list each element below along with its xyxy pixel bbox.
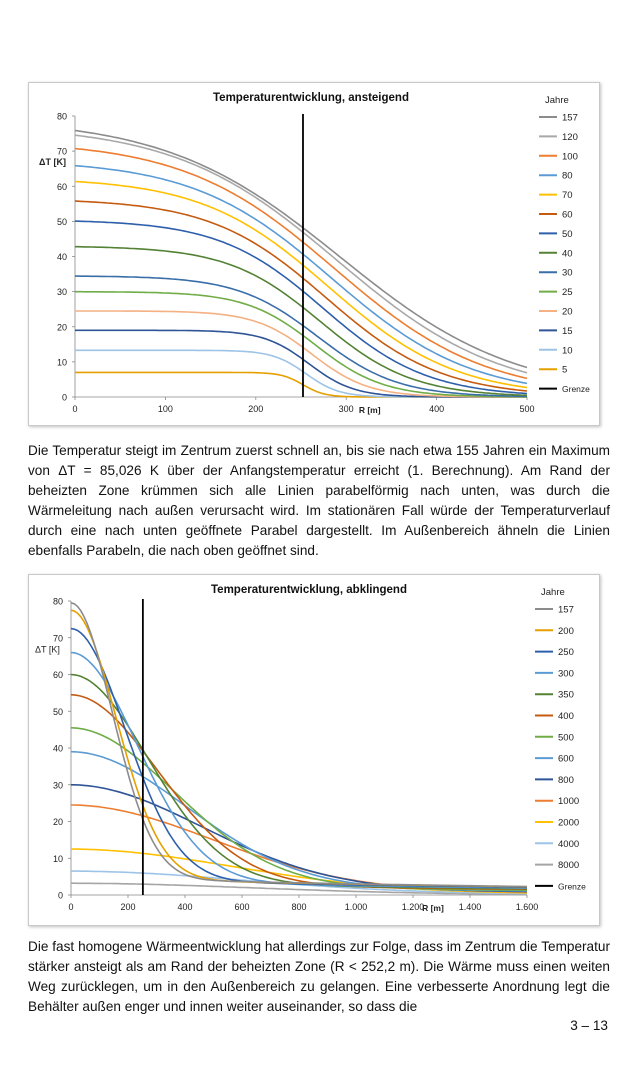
- y-tick-label: 30: [56, 287, 67, 298]
- legend-label: 30: [562, 267, 573, 279]
- x-tick-label: 500: [519, 404, 535, 414]
- legend-label: 25: [562, 287, 573, 299]
- chart-title: Temperaturentwicklung, abklingend: [211, 584, 407, 596]
- y-tick-label: 10: [56, 357, 67, 368]
- series-line-250: [71, 629, 527, 888]
- legend-label: 800: [558, 774, 574, 786]
- legend-label: 2000: [558, 817, 580, 829]
- x-tick-label: 1.400: [458, 902, 482, 912]
- legend-label: 8000: [558, 860, 580, 872]
- paragraph-1: Die Temperatur steigt im Zentrum zuerst schnell an, bis sie nach etwa 155 Jahren ein Maximum von ΔT = 85,026 K über der Anfangstemperatur erreicht (1. Berechnung). Am Rand der beheizten Zone krümmen sich alle Linien parabelförmig nach unten, was durch die Wärmeleitung nach außen verursacht wird. Im stationären Fall würde der Temperaturverlauf durch eine nach unten geöffnete Parabel dargestellt. Im Außenbereich ähneln die Linien ebenfalls Parabeln, die nach oben geöffnet sind.: [28, 443, 610, 558]
- legend-label: 350: [558, 689, 574, 701]
- x-tick-label: 200: [248, 404, 264, 414]
- legend-label: 5: [562, 364, 568, 376]
- series-line-800: [71, 785, 527, 892]
- y-tick-label: 50: [52, 706, 63, 717]
- legend-label: 1000: [558, 796, 580, 808]
- x-tick-label: 0: [68, 902, 74, 912]
- legend-title: Jahre: [545, 95, 569, 106]
- chart-abklingend-svg: [29, 575, 599, 925]
- legend-label: 120: [562, 131, 578, 143]
- legend-label: 20: [562, 306, 573, 318]
- x-tick-label: 0: [72, 404, 78, 414]
- chart-abklingend: [28, 574, 600, 926]
- y-tick-label: 20: [56, 322, 67, 333]
- y-tick-label: 0: [57, 890, 63, 901]
- legend-label: Grenze: [562, 384, 590, 395]
- x-tick-label: 1.000: [344, 902, 368, 912]
- y-tick-label: 60: [56, 181, 67, 192]
- legend-label: 157: [562, 112, 578, 124]
- x-tick-label: 100: [157, 404, 173, 414]
- y-tick-label: 10: [52, 853, 63, 864]
- y-axis-label: ΔT [K]: [39, 157, 66, 168]
- x-tick-label: 200: [120, 902, 136, 912]
- y-tick-label: 80: [56, 111, 67, 122]
- x-axis-label: R [m]: [422, 903, 444, 913]
- page-number: 3 – 13: [570, 1018, 608, 1033]
- series-line-400: [71, 695, 527, 890]
- legend-label: 40: [562, 248, 573, 260]
- legend-label: 70: [562, 190, 573, 202]
- legend-label: 200: [558, 625, 574, 637]
- y-tick-label: 20: [52, 817, 63, 827]
- series-line-50: [75, 221, 527, 393]
- x-tick-label: 400: [177, 902, 193, 912]
- y-tick-label: 40: [52, 743, 63, 754]
- legend-label: 100: [562, 151, 578, 163]
- legend-label: Grenze: [558, 881, 586, 892]
- chart-title: Temperaturentwicklung, ansteigend: [213, 92, 409, 104]
- legend-label: 250: [558, 647, 574, 659]
- legend-label: 300: [558, 668, 574, 680]
- x-tick-label: 400: [429, 404, 445, 414]
- series-line-25: [75, 292, 527, 397]
- chart-ansteigend-svg: [29, 83, 599, 425]
- x-tick-label: 800: [291, 902, 307, 912]
- legend-label: 80: [562, 170, 573, 182]
- legend-label: 50: [562, 228, 573, 240]
- y-tick-label: 30: [52, 780, 63, 791]
- x-axis-label: R [m]: [358, 405, 381, 415]
- y-tick-label: 40: [56, 252, 67, 262]
- legend-label: 400: [558, 711, 574, 722]
- series-line-600: [71, 752, 527, 891]
- y-tick-label: 50: [56, 216, 67, 227]
- x-tick-label: 1.200: [401, 902, 425, 912]
- legend-title: Jahre: [541, 587, 565, 598]
- legend-label: 157: [558, 604, 574, 616]
- x-tick-label: 600: [234, 902, 250, 912]
- series-line-60: [75, 201, 527, 391]
- y-tick-label: 0: [61, 392, 67, 403]
- legend-label: 500: [558, 732, 574, 744]
- chart-ansteigend: [28, 82, 600, 426]
- y-tick-label: 70: [52, 633, 63, 644]
- legend-label: 15: [562, 325, 573, 337]
- legend-label: 10: [562, 345, 573, 357]
- y-tick-label: 80: [52, 596, 63, 607]
- x-tick-label: 300: [338, 404, 354, 414]
- legend-label: 600: [558, 753, 574, 765]
- y-tick-label: 60: [52, 670, 63, 680]
- y-tick-label: 70: [56, 146, 67, 157]
- series-line-120: [75, 135, 527, 373]
- series-line-70: [75, 182, 527, 388]
- paragraph-2: Die fast homogene Wärmeentwicklung hat allerdings zur Folge, dass im Zentrum die Temperatur stärker ansteigt als am Rand der beheizten Zone (R < 252,2 m). Die Wärme muss einen weiten Weg zurücklegen, um in den Außenbereich zu gelangen. Eine verbesserte Anordnung legt die Behälter außen enger und innen weiter auseinander, so dass die: [28, 939, 610, 1014]
- x-tick-label: 1.600: [515, 902, 539, 912]
- legend-label: 60: [562, 209, 573, 221]
- series-line-350: [71, 675, 527, 889]
- y-axis-label: ΔT [K]: [35, 644, 60, 655]
- legend-label: 4000: [558, 838, 580, 850]
- series-line-1000: [71, 805, 527, 892]
